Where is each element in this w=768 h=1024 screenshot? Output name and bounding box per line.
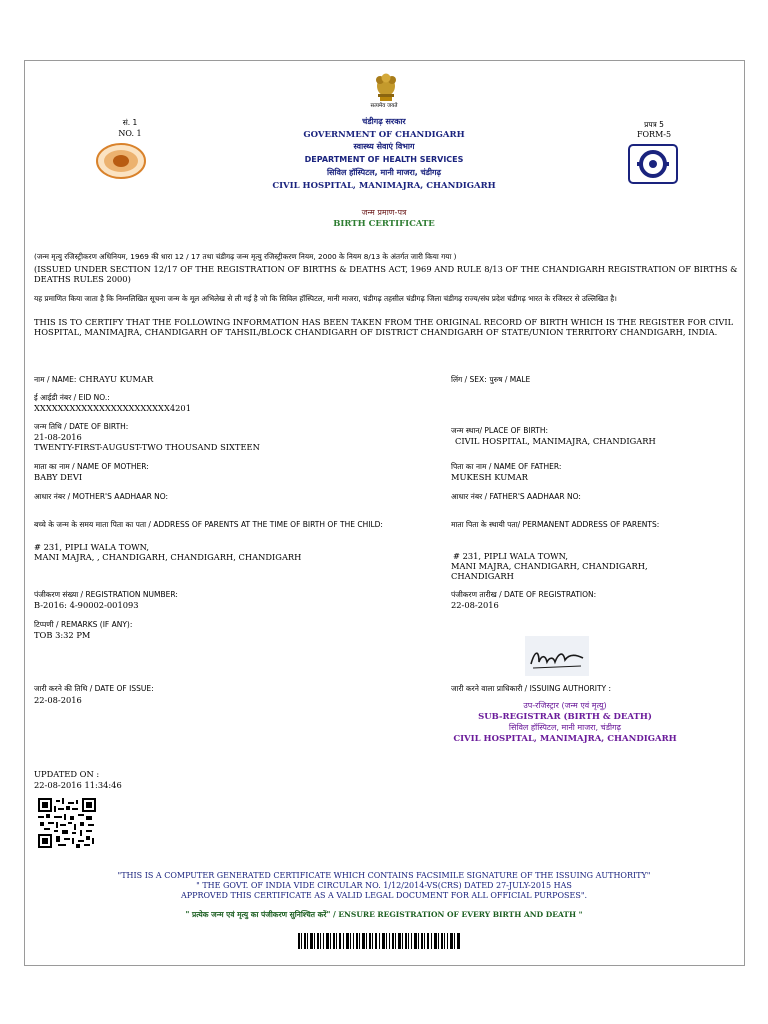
authority-title-english: SUB-REGISTRAR (BIRTH & DEATH) bbox=[478, 712, 652, 722]
name-value: CHRAYU KUMAR bbox=[79, 374, 154, 384]
mother-aadhaar-label: आधार नंबर / MOTHER'S AADHAAR NO: bbox=[34, 492, 169, 501]
slogan-english: ENSURE REGISTRATION OF EVERY BIRTH AND DEATH " bbox=[338, 910, 583, 919]
government-english: GOVERNMENT OF CHANDIGARH bbox=[303, 130, 465, 140]
certify-english: THIS IS TO CERTIFY THAT THE FOLLOWING INFORMATION HAS BEEN TAKEN FROM THE ORIGINAL RECORD OF BIRTH WHICH IS THE REGISTER FOR CIVIL HOSPITAL, MANIMAJRA, CHANDIGARH OF TAHSIL/BLOCK CHANDIGARH OF DISTRICT CHANDIGARH OF STATE/UNION TERRITORY CHANDIGARH, INDIA. bbox=[34, 317, 734, 338]
birth-address-line2: MANI MAJRA, , CHANDIGARH, CHANDIGARH, CHANDIGARH bbox=[34, 552, 302, 562]
birth-address-label: बच्चे के जन्म के समय माता पिता का पता / ADDRESS OF PARENTS AT THE TIME OF BIRTH OF THE CHILD: bbox=[34, 520, 383, 529]
slogan-hindi: " प्रत्येक जन्म एवं मृत्यु का पंजीकरण सुनिश्चित करें" / bbox=[185, 910, 336, 919]
barcode-icon bbox=[298, 933, 460, 949]
department-english: DEPARTMENT OF HEALTH SERVICES bbox=[304, 155, 464, 164]
child-name-field bbox=[34, 375, 424, 385]
footer-line2: " THE GOVT. OF INDIA VIDE CIRCULAR NO. 1/12/2014-VS(CRS) DATED 27-JULY-2015 HAS bbox=[196, 881, 572, 890]
issue-date-value: 22-08-2016 bbox=[34, 695, 82, 705]
father-name-label: पिता का नाम / NAME OF FATHER: bbox=[451, 462, 562, 471]
registration-date-value: 22-08-2016 bbox=[451, 600, 499, 610]
remarks-value: TOB 3:32 PM bbox=[34, 630, 91, 640]
certify-hindi: यह प्रमाणित किया जाता है कि निम्नलिखित सूचना जन्म के मूल अभिलेख से ली गई है जो कि सिविल हॉस्पिटल, मानी माजरा, चंडीगढ़ तहसील चंडीगढ़ जिला चंडीगढ़ राज्य/संघ प्रदेश चंडीगढ़ भारत के रजिस्टर से उल्लिखित है। bbox=[34, 294, 617, 303]
father-name-value: MUKESH KUMAR bbox=[451, 472, 528, 482]
dob-label: जन्म तिथि / DATE OF BIRTH: bbox=[34, 422, 129, 431]
footer-line1: "THIS IS A COMPUTER GENERATED CERTIFICATE WHICH CONTAINS FACSIMILE SIGNATURE OF THE ISSUING AUTHORITY" bbox=[117, 871, 651, 880]
registrar-signature-icon bbox=[525, 636, 589, 676]
issued-under-hindi: (जन्म मृत्यु रजिस्ट्रीकरण अधिनियम, 1969 की धारा 12 / 17 तथा चंडीगढ़ जन्म मृत्यु रजिस्ट्रीकरण नियम, 2000 के नियम 8/13 के अंतर्गत जारी किया गया ) bbox=[34, 252, 457, 261]
hospital-english: CIVIL HOSPITAL, MANIMAJRA, CHANDIGARH bbox=[272, 181, 496, 191]
place-of-birth-label: जन्म स्थान/ PLACE OF BIRTH: bbox=[451, 426, 548, 435]
authority-title-hindi: उप-रजिस्ट्रार (जन्म एवं मृत्यु) bbox=[523, 701, 607, 710]
registration-number-label: पंजीकरण संख्या / REGISTRATION NUMBER: bbox=[34, 590, 178, 599]
eid-value: XXXXXXXXXXXXXXXXXXXXXXX4201 bbox=[34, 403, 191, 413]
footer-line3: APPROVED THIS CERTIFICATE AS A VALID LEGAL DOCUMENT FOR ALL OFFICIAL PURPOSES". bbox=[180, 891, 588, 900]
permanent-address-label: माता पिता के स्थायी पता/ PERMANENT ADDRESS OF PARENTS: bbox=[451, 520, 660, 529]
slogan bbox=[0, 910, 768, 919]
name-label: नाम / NAME: bbox=[34, 375, 77, 384]
remarks-label: टिप्पणी / REMARKS (IF ANY): bbox=[34, 620, 133, 629]
registration-number-value: B-2016: 4-90002-001093 bbox=[34, 600, 139, 610]
sex-value: पुरुष / MALE bbox=[489, 375, 531, 384]
sex-label: लिंग / SEX: bbox=[451, 375, 487, 384]
dob-words: TWENTY-FIRST-AUGUST-TWO THOUSAND SIXTEEN bbox=[34, 442, 260, 452]
certificate-no: NO. 1 bbox=[118, 129, 142, 138]
hospital-hindi: सिविल हॉस्पिटल, मानी माजरा, चंडीगढ़ bbox=[326, 168, 442, 177]
certificate-title-hindi: जन्म प्रमाण-पत्र bbox=[361, 208, 407, 217]
form-no: FORM-5 bbox=[636, 130, 672, 139]
updated-label: UPDATED ON : bbox=[34, 769, 100, 779]
place-of-birth-value: CIVIL HOSPITAL, MANIMAJRA, CHANDIGARH bbox=[455, 436, 656, 446]
updated-value: 22-08-2016 11:34:46 bbox=[34, 780, 122, 790]
registration-date-label: पंजीकरण तारीख / DATE OF REGISTRATION: bbox=[451, 590, 597, 599]
dob-value: 21-08-2016 bbox=[34, 432, 82, 442]
certificate-title: BIRTH CERTIFICATE bbox=[333, 219, 435, 229]
issuing-authority-label: जारी करने वाला प्राधिकारी / ISSUING AUTHORITY : bbox=[451, 684, 612, 693]
emblem-caption: सत्यमेव जयते bbox=[370, 103, 398, 109]
authority-place-english: CIVIL HOSPITAL, MANIMAJRA, CHANDIGARH bbox=[453, 734, 677, 744]
father-aadhaar-label: आधार नंबर / FATHER'S AADHAAR NO: bbox=[451, 492, 581, 501]
certificate-border bbox=[24, 60, 745, 966]
issued-under-english: (ISSUED UNDER SECTION 12/17 OF THE REGISTRATION OF BIRTHS & DEATHS ACT, 1969 AND RULE 8/13 OF THE CHANDIGARH REGISTRATION OF BIRTHS & DEATHS RULES 2000) bbox=[34, 264, 738, 284]
certificate-no-hindi: सं. 1 bbox=[122, 118, 138, 127]
permanent-address-line3: CHANDIGARH bbox=[451, 571, 514, 581]
authority-place-hindi: सिविल हॉस्पिटल, मानी माजरा, चंडीगढ़ bbox=[508, 723, 622, 732]
qr-code-icon bbox=[38, 798, 96, 848]
form-no-hindi: प्रपत्र 5 bbox=[644, 120, 664, 129]
department-hindi: स्वास्थ्य सेवाएं विभाग bbox=[353, 142, 415, 151]
government-hindi: चंडीगढ़ सरकार bbox=[362, 117, 406, 126]
mother-name-label: माता का नाम / NAME OF MOTHER: bbox=[34, 462, 149, 471]
eid-label: ई आईडी नंबर / EID NO.: bbox=[34, 393, 110, 402]
permanent-address-line1: # 231, PIPLI WALA TOWN, bbox=[453, 551, 569, 561]
permanent-address-line2: MANI MAJRA, CHANDIGARH, CHANDIGARH, bbox=[451, 561, 648, 571]
birth-address-line1: # 231, PIPLI WALA TOWN, bbox=[34, 542, 150, 552]
mother-name-value: BABY DEVI bbox=[34, 472, 83, 482]
issue-date-label: जारी करने की तिथि / DATE OF ISSUE: bbox=[34, 684, 154, 693]
sex-field bbox=[451, 375, 731, 385]
